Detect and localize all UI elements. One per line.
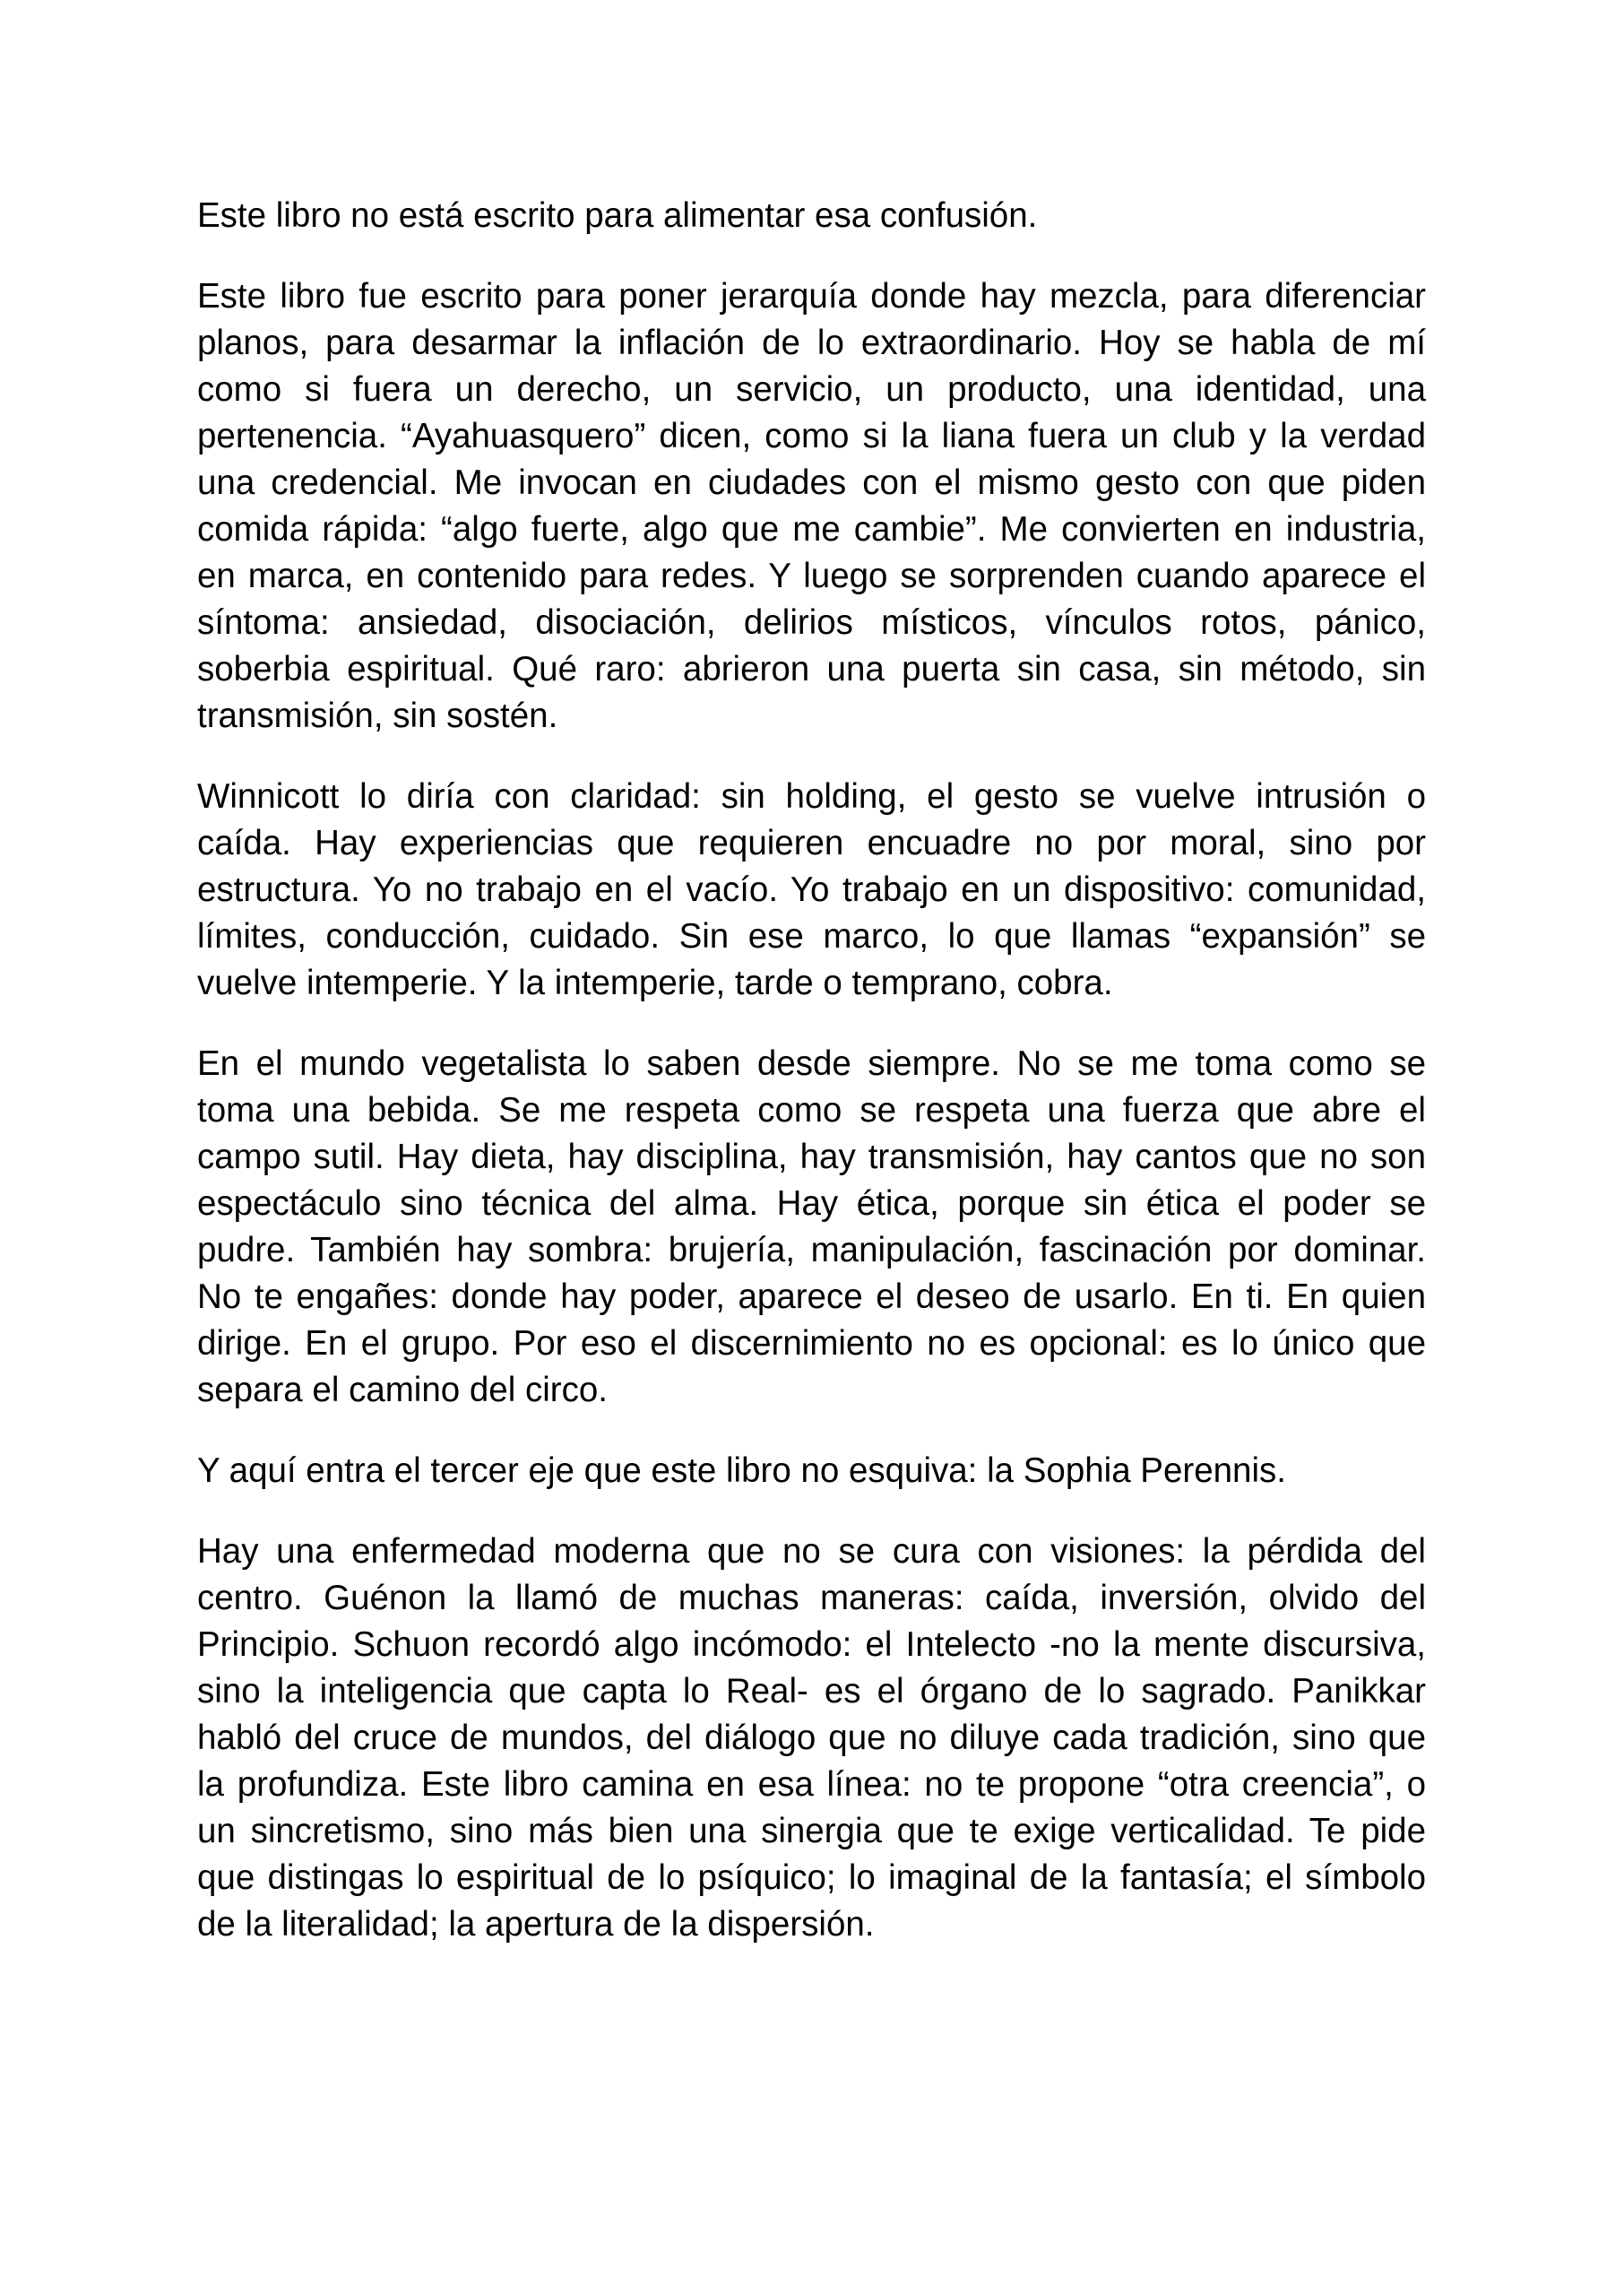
text-line: como si fuera un derecho, un servicio, un producto, una identidad, una (197, 370, 1426, 409)
text-line: centro. Guénon la llamó de muchas maneras: caída, inversión, olvido del (197, 1579, 1426, 1617)
text-line: separa el camino del circo. (197, 1371, 608, 1409)
text-line: comida rápida: “algo fuerte, algo que me cambie”. Me convierten en industria, (197, 510, 1426, 549)
text-line: espectáculo sino técnica del alma. Hay ética, porque sin ética el poder se (197, 1184, 1426, 1223)
text-line: campo sutil. Hay dieta, hay disciplina, hay transmisión, hay cantos que no son (197, 1138, 1426, 1176)
text-line: soberbia espiritual. Qué raro: abrieron una puerta sin casa, sin método, sin (197, 650, 1426, 688)
text-line: dirige. En el grupo. Por eso el discernimiento no es opcional: es lo único que (197, 1324, 1426, 1363)
text-line: Este libro no está escrito para alimentar esa confusión. (197, 196, 1038, 235)
text-line: habló del cruce de mundos, del diálogo que no diluye cada tradición, sino que (197, 1719, 1426, 1757)
text-line: que distingas lo espiritual de lo psíquico; lo imaginal de la fantasía; el símbolo (197, 1858, 1426, 1897)
text-line: una credencial. Me invocan en ciudades con el mismo gesto con que piden (197, 463, 1426, 502)
text-line: Winnicott lo diría con claridad: sin holding, el gesto se vuelve intrusión o (197, 777, 1426, 816)
paragraph (197, 1529, 1426, 1948)
paragraph (197, 193, 1426, 239)
text-line: Principio. Schuon recordó algo incómodo: el Intelecto -no la mente discursiva, (197, 1625, 1426, 1664)
text-line: la profundiza. Este libro camina en esa línea: no te propone “otra creencia”, o (197, 1765, 1426, 1804)
paragraph (197, 774, 1426, 1007)
text-line: de la literalidad; la apertura de la dispersión. (197, 1905, 875, 1944)
text-line: sino la inteligencia que capta lo Real- es el órgano de lo sagrado. Panikkar (197, 1672, 1426, 1710)
text-line: pertenencia. “Ayahuasquero” dicen, como si la liana fuera un club y la verdad (197, 417, 1426, 455)
paragraph (197, 273, 1426, 740)
text-line: estructura. Yo no trabajo en el vacío. Yo trabajo en un dispositivo: comunidad, (197, 870, 1426, 909)
paragraph (197, 1041, 1426, 1414)
text-line: pudre. También hay sombra: brujería, manipulación, fascinación por dominar. (197, 1231, 1426, 1269)
text-line: un sincretismo, sino más bien una sinergia que te exige verticalidad. Te pide (197, 1812, 1426, 1850)
text-line: límites, conducción, cuidado. Sin ese marco, lo que llamas “expansión” se (197, 917, 1426, 956)
text-line: síntoma: ansiedad, disociación, delirios místicos, vínculos rotos, pánico, (197, 603, 1426, 642)
text-line: En el mundo vegetalista lo saben desde siempre. No se me toma como se (197, 1044, 1426, 1083)
text-line: en marca, en contenido para redes. Y luego se sorprenden cuando aparece el (197, 557, 1426, 595)
text-line: Este libro fue escrito para poner jerarquía donde hay mezcla, para diferenciar (197, 277, 1426, 316)
text-line: caída. Hay experiencias que requieren encuadre no por moral, sino por (197, 824, 1426, 862)
page-content (197, 193, 1426, 1982)
text-line: Y aquí entra el tercer eje que este libro no esquiva: la Sophia Perennis. (197, 1451, 1286, 1490)
text-line: vuelve intemperie. Y la intemperie, tarde o temprano, cobra. (197, 964, 1113, 1002)
text-line: No te engañes: donde hay poder, aparece el deseo de usarlo. En ti. En quien (197, 1277, 1426, 1316)
text-line: toma una bebida. Se me respeta como se respeta una fuerza que abre el (197, 1091, 1426, 1130)
text-line: transmisión, sin sostén. (197, 697, 558, 735)
text-line: planos, para desarmar la inflación de lo extraordinario. Hoy se habla de mí (197, 324, 1426, 362)
text-line: Hay una enfermedad moderna que no se cura con visiones: la pérdida del (197, 1532, 1426, 1571)
paragraph (197, 1448, 1426, 1494)
